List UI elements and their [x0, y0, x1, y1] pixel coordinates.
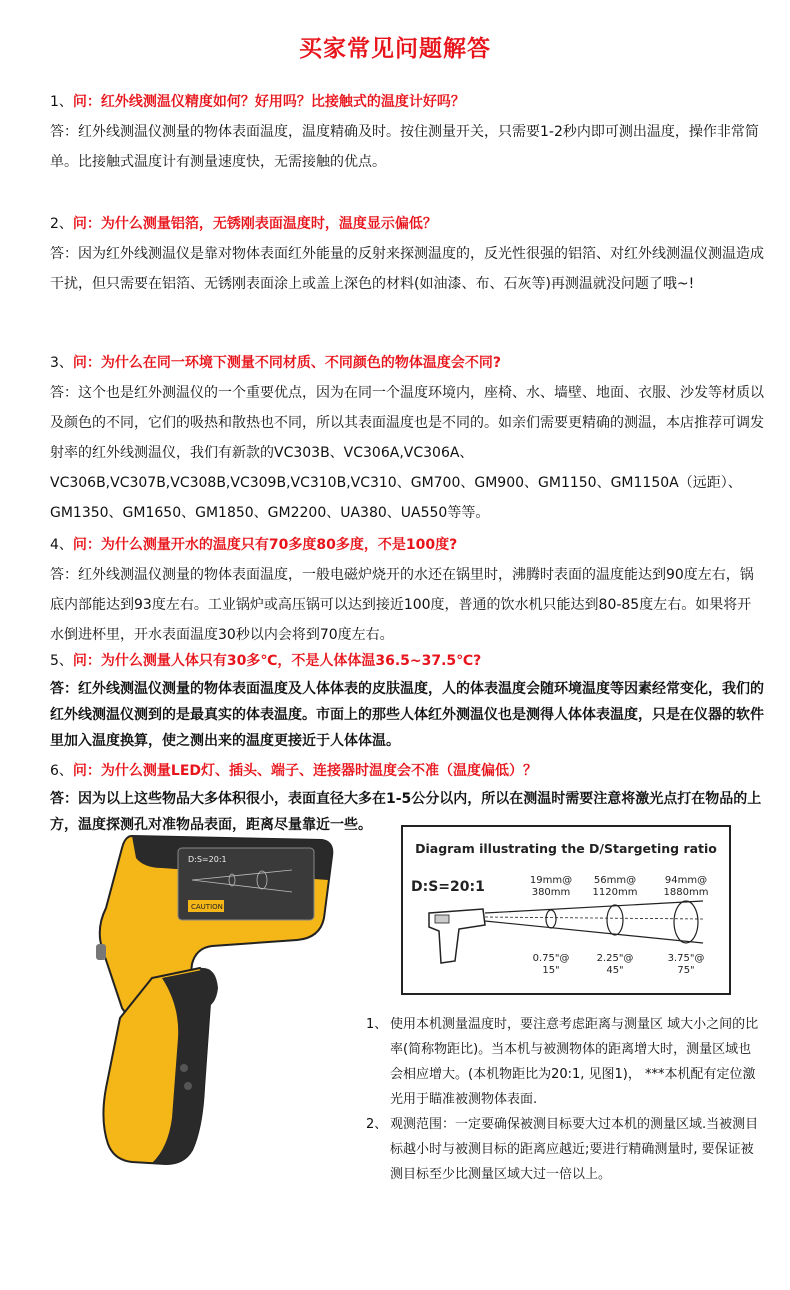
question-5	[50, 646, 765, 676]
bottom-label-2a: 2.25"@	[596, 953, 634, 964]
question-text: 问：红外线测温仪精度如何？好用吗？比接触式的温度计好吗？	[72, 94, 465, 110]
ds-ratio-diagram-svg	[403, 827, 729, 993]
question-text: 问：为什么测量人体只有30多℃，不是人体体温36.5~37.5℃?	[72, 653, 482, 669]
bottom-label-3b: 75"	[677, 965, 695, 976]
top-label-2b: 1120mm	[592, 887, 638, 898]
question-6	[50, 756, 765, 786]
question-3	[50, 348, 765, 378]
bottom-label-2b: 45"	[606, 965, 624, 976]
usage-notes	[366, 1012, 761, 1187]
ds-ratio-diagram	[401, 825, 731, 995]
bottom-label-3a: 3.75"@	[667, 953, 705, 964]
top-label-3a: 94mm@	[664, 875, 708, 886]
answer-5: 答：红外线测温仪测量的物体表面温度及人体体表的皮肤温度，人的体表温度会随环境温度等因素经常变化，我们的红外线测温仪测到的是最真实的体表温度。市面上的那些人体红外测温仪也是测得人体体表温度，只是在仪器的软件里加入温度换算，使之测出来的温度更接近于人体体温。	[50, 681, 764, 749]
answer-4: 答：红外线测温仪测量的物体表面温度，一般电磁炉烧开的水还在锅里时，沸腾时表面的温度能达到90度左右，锅底内部能达到93度左右。工业锅炉或高压锅可以达到接近100度，普通的饮水机只能达到80-85度左右。如果将开水倒进杯里，开水表面温度30秒以内会将到70度左右。	[50, 567, 754, 643]
question-text: 问：为什么测量LED灯、插头、端子、连接器时温度会不准（温度偏低）？	[72, 763, 538, 779]
device-side-button	[96, 944, 106, 960]
question-number: 3、	[50, 355, 73, 371]
question-number: 6、	[50, 763, 73, 779]
top-label-3b: 1880mm	[663, 887, 709, 898]
question-number: 2、	[50, 216, 73, 232]
question-text: 问：为什么在同一环境下测量不同材质、不同颜色的物体温度会不同?	[72, 355, 502, 371]
question-number: 4、	[50, 537, 73, 553]
bottom-label-1a: 0.75"@	[532, 953, 570, 964]
answer-3: 答：这个也是红外测温仪的一个重要优点，因为在同一个温度环境内，座椅、水、墙壁、地面、衣服、沙发等材质以及颜色的不同，它们的吸热和散热也不同，所以其表面温度也是不同的。如亲们需要更精确的测温，本店推荐可调发射率的红外线测温仪，我们有新款的VC303B、VC306A,VC306A、VC306B,VC307B,VC308B,VC309B,VC310B,VC310、GM700、GM900、GM1150、GM1150A（远距）、GM1350、GM1650、GM1850、GM2200、UA380、UA550等等。	[50, 385, 764, 521]
top-label-1b: 380mm	[531, 887, 571, 898]
answer-6: 答：因为以上这些物品大多体积很小，表面直径大多在1-5公分以内，所以在测温时需要注意将激光点打在物品的上方，温度探测孔对准物品表面，距离尽量靠近一些。	[50, 791, 762, 833]
caution-text: CAUTION	[191, 903, 223, 911]
qa-item-5	[50, 646, 765, 754]
note-2	[366, 1112, 761, 1187]
question-4	[50, 530, 765, 560]
infrared-thermometer-image	[92, 828, 342, 1168]
qa-item-2	[50, 209, 765, 299]
note-text: 使用本机测量温度时，要注意考虑距离与测量区 域大小之间的比率(简称物距比)。当本机与被测物体的距离增大时，测量区域也会相应增大。(本机物距比为20:1, 见图1)， ***本机配有定位激光用于瞄准被测物体表面.	[390, 1017, 759, 1107]
bottom-label-1b: 15"	[542, 965, 560, 976]
answer-2: 答：因为红外线测温仪是靠对物体表面红外能量的反射来探测温度的，反光性很强的铝箔、对红外线测温仪测温造成干扰，但只需要在铝箔、无锈刚表面涂上或盖上深色的材料(如油漆、布、石灰等)再测温就没问题了哦~!	[50, 246, 764, 292]
question-text: 问：为什么测量开水的温度只有70多度80多度，不是100度?	[72, 537, 458, 553]
answer-1: 答：红外线测温仪测量的物体表面温度，温度精确及时。按住测量开关，只需要1-2秒内即可测出温度，操作非常简单。比接触式温度计有测量速度快，无需接触的优点。	[50, 124, 759, 170]
diagram-ratio: D:S=20:1	[411, 879, 485, 895]
note-text: 观测范围：一定要确保被测目标要大过本机的测量区域.当被测目标越小时与被测目标的距离应越近;要进行精确测量时, 要保证被测目标至少比测量区域大过一倍以上。	[390, 1117, 759, 1182]
note-1	[366, 1012, 761, 1112]
device-ratio-text: D:S=20:1	[188, 855, 227, 864]
question-number: 5、	[50, 653, 73, 669]
qa-item-4	[50, 530, 765, 650]
note-index: 1、	[366, 1017, 388, 1032]
top-label-1a: 19mm@	[529, 875, 573, 886]
qa-item-3	[50, 348, 765, 528]
page-title: 买家常见问题解答	[299, 36, 491, 62]
diagram-title: Diagram illustrating the D/Stargeting ratio	[415, 841, 717, 856]
qa-item-1	[50, 87, 765, 177]
note-index: 2、	[366, 1117, 388, 1132]
question-1	[50, 87, 765, 117]
question-text: 问：为什么测量铝箔，无锈刚表面温度时，温度显示偏低？	[72, 216, 437, 232]
question-number: 1、	[50, 94, 73, 110]
top-label-2a: 56mm@	[593, 875, 637, 886]
question-2	[50, 209, 765, 239]
